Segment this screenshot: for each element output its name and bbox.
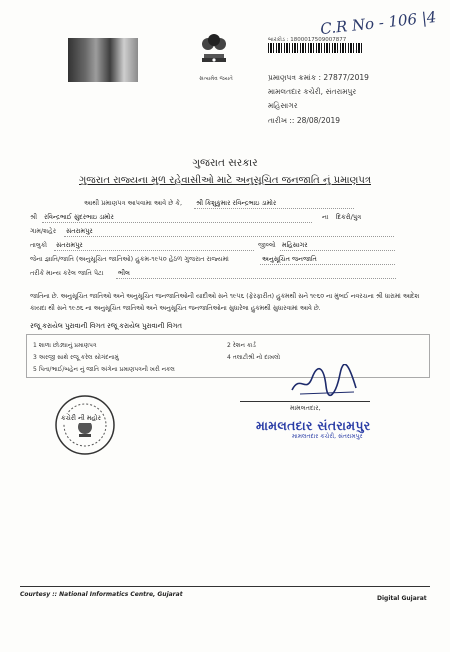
official-stamp: મામલતદાર સંતરામપુર [256, 418, 371, 433]
caste-label: જેના જ્ઞાતિ/જાતિ (અનુસૂચિત જાતિઓ) હુકમ-૧૯૫૦ હેઠળ ગુજરાત રાજ્યમાં [30, 255, 229, 263]
shri-label: શ્રી [30, 213, 38, 221]
issue-date: તારીખ :: 28/08/2019 [268, 116, 341, 125]
intro-label: આથી પ્રમાણપત્ર આપવામા આવે છે કે, [84, 199, 183, 207]
official-stamp-sub: મામલતદાર કચેરી, સંતરામપુર [292, 433, 363, 440]
documents-box [26, 334, 430, 378]
footer-rule [20, 586, 430, 587]
document-item: 3 અરજી સાથે રજૂ કરેલ સોગંદનામું [33, 354, 119, 361]
certificate-number: પ્રમાણપત્ર ક્રમાંક : 27877/2019 [268, 73, 369, 82]
document-item: 1 શાળા છોડ્યાનું પ્રમાણપત્ર [33, 342, 97, 349]
subtribe-label: તરીકે માન્ય કરેલ જાતિ પેટા [30, 269, 104, 277]
village-underline [64, 236, 394, 237]
district-underline [280, 250, 395, 251]
certificate-title: ગુજરાત રાજ્યના મુળ રહેવાસીઓ માટે અનુસૂચિત જનજાતિ નું પ્રમાણપત્ર [79, 175, 371, 186]
document-item: 2 રેશન કાર્ડ [227, 342, 256, 349]
government-title: ગુજરાત સરકાર [192, 157, 258, 169]
district-label: જીલ્લો [258, 241, 276, 249]
na-label: ના [322, 213, 329, 221]
issuing-office: મામલતદાર કચેરી, સંતરામપુર [268, 87, 357, 96]
document-item: 5 પિતા/ભાઈ/બહેન નું જાતિ અંગેના પ્રમાણપત્રની ખરી નકલ [33, 366, 175, 373]
taluka-label: તાલુકો [30, 241, 48, 249]
caste-value: અનુસૂચિત જનજાતિ [262, 255, 317, 263]
handwritten-signature [290, 364, 360, 400]
person-name: શ્રી કિશુકુમાર રવિન્દ્રભાઇ ડામોર [196, 199, 277, 207]
footer-brand: Digital Gujarat [377, 595, 427, 602]
emblem-caption: સત્યમેવ જયતે [199, 76, 233, 82]
relation: દિકરો/પુત્ર [336, 213, 362, 221]
document-item: 4 તલાટીશ્રી નો દાખલો [227, 354, 281, 361]
handwritten-annotation: C.R No - 106 |4 [319, 7, 438, 39]
father-name: રવિન્દ્રભાઈ સુંદરભાઇ ડામોર [44, 213, 114, 221]
certificate-paragraph: જાતિના છે. અનુસૂચિત જાતિઓ અને અનુસૂચિત જનજાતિઓની યાદીઓ સને ૧૯૫૬ (ફેરફારીત) હુકમથી સને ૧૯૬૦ ના મુંબઈ નવરચના શ્રી ધારામાં આદેશ કાયદા થી સને ૧૯૭૬ ના અનુસૂચિત જાતિઓ અને અનુસૂચિત જનજાતિઓના સુધારેલા હુકમથી સુધારવામાં આવે છે. [30, 293, 420, 312]
name-underline [194, 208, 354, 209]
documents-heading: રજૂ કરાયેલ પુરાવાની વિગત રજૂ કરાયેલ પુરાવાની વિગત [30, 322, 182, 330]
taluka-underline [54, 250, 254, 251]
office-seal-icon [54, 394, 116, 456]
village-label: ગામ/શહેર [30, 227, 57, 235]
caste-underline [260, 264, 395, 265]
seal-text: કચેરી ની મહોર [61, 414, 102, 422]
district-value: મહિસાગર [282, 241, 308, 249]
national-emblem-icon [196, 28, 232, 76]
footer-courtesy: Courtesy :: National Informatics Centre, Gujarat [20, 591, 183, 598]
father-underline [42, 222, 312, 223]
subtribe-underline [116, 278, 396, 279]
village-value: સંતરામપુર [66, 227, 93, 235]
issuing-district: મહિસાગર [268, 101, 298, 110]
subtribe-value: ભીલ [118, 269, 130, 277]
signatory-title: મામલતદાર, [290, 404, 321, 412]
taluka-value: સંતરામપુર [56, 241, 83, 249]
signature-line [240, 401, 370, 402]
applicant-photo [68, 38, 138, 82]
barcode-label: બારકોડ : 1800017509007877 [268, 37, 347, 43]
barcode [268, 43, 363, 53]
